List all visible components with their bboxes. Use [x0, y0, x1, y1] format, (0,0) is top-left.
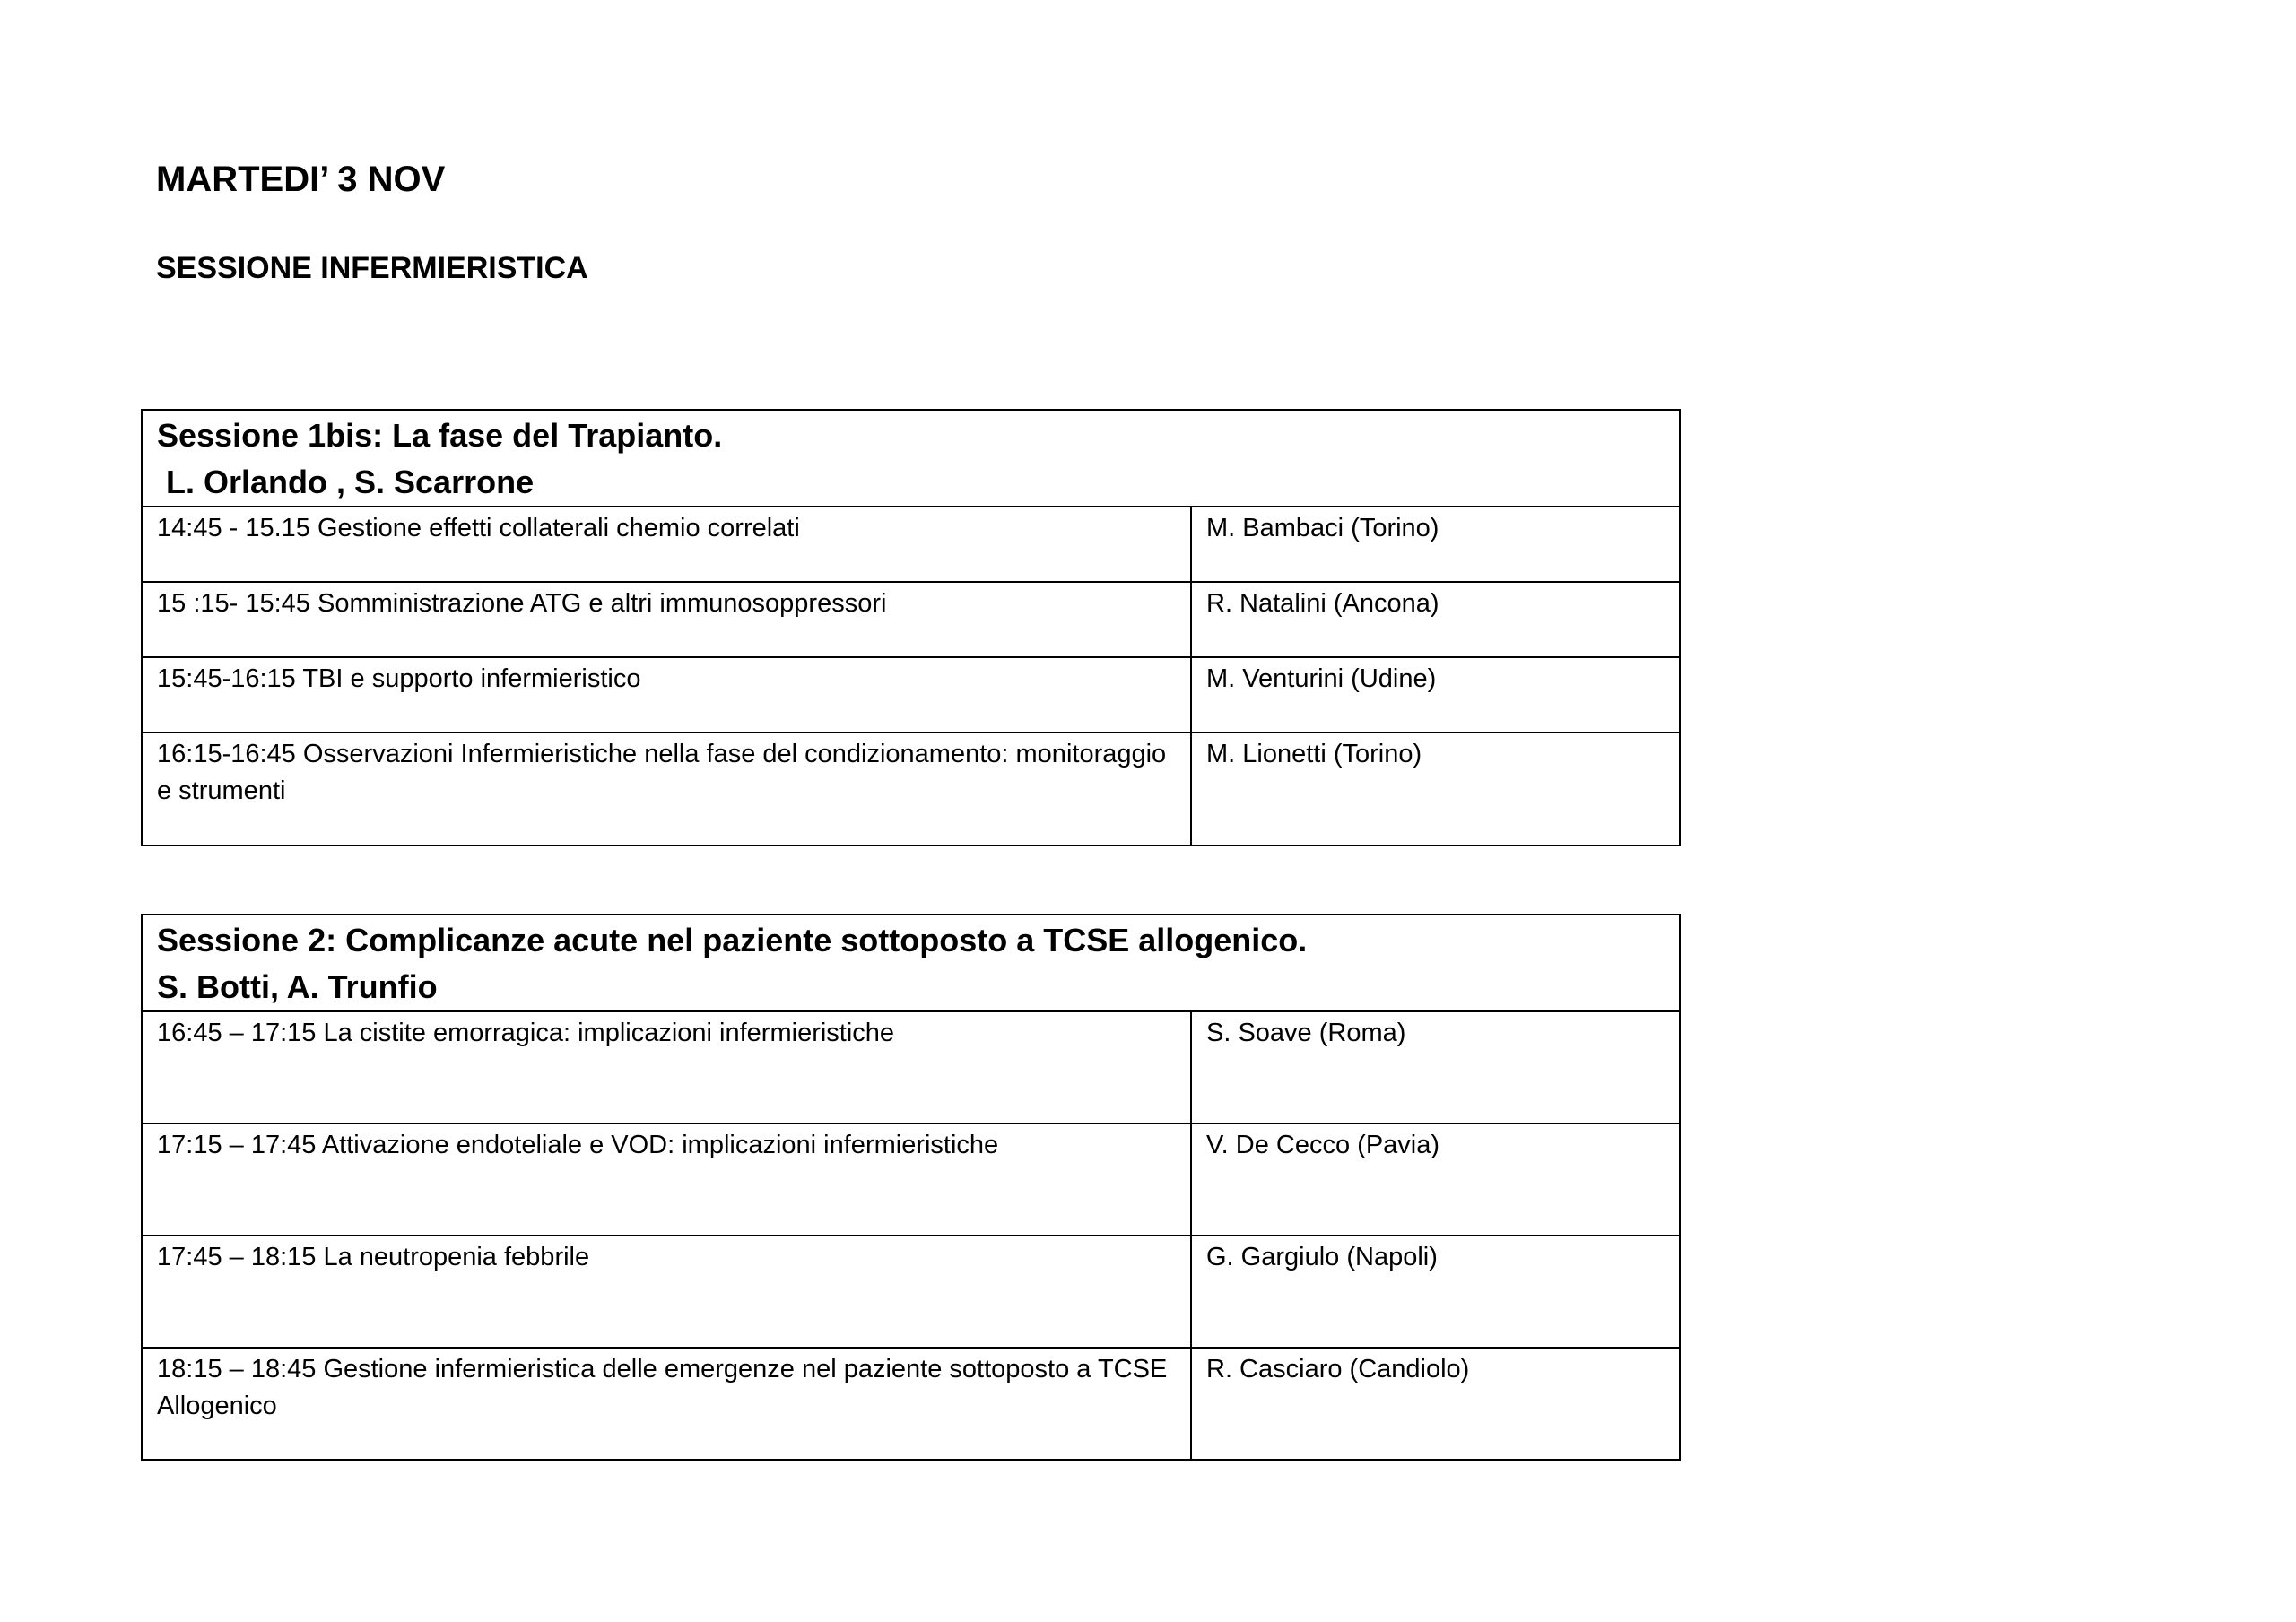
day-title: MARTEDI’ 3 NOV — [156, 160, 446, 199]
talk-speaker: R. Casciaro (Candiolo) — [1191, 1348, 1680, 1460]
talk-speaker: M. Venturini (Udine) — [1191, 657, 1680, 733]
session-header — [142, 915, 1680, 1011]
talk-topic: 15 :15- 15:45 Somministrazione ATG e altri immunosoppressori — [142, 582, 1191, 657]
talk-topic: 17:45 – 18:15 La neutropenia febbrile — [142, 1236, 1191, 1348]
table-row — [142, 657, 1680, 733]
talk-speaker: M. Lionetti (Torino) — [1191, 733, 1680, 846]
table-row — [142, 507, 1680, 582]
table-row — [142, 1348, 1680, 1460]
table-row — [142, 1236, 1680, 1348]
session-chairs: L. Orlando , S. Scarrone — [166, 464, 535, 500]
session-title: Sessione 1bis: La fase del Trapianto. — [157, 417, 723, 454]
talk-topic: 16:45 – 17:15 La cistite emorragica: implicazioni infermieristiche — [142, 1011, 1191, 1123]
table-row — [142, 582, 1680, 657]
talk-topic: 14:45 - 15.15 Gestione effetti collaterali chemio correlati — [142, 507, 1191, 582]
session-chairs: S. Botti, A. Trunfio — [157, 968, 438, 1005]
talk-speaker: M. Bambaci (Torino) — [1191, 507, 1680, 582]
session-header-row — [142, 915, 1680, 1011]
table-row — [142, 1011, 1680, 1123]
talk-speaker: R. Natalini (Ancona) — [1191, 582, 1680, 657]
talk-topic: 17:15 – 17:45 Attivazione endoteliale e VOD: implicazioni infermieristiche — [142, 1123, 1191, 1236]
session-table-2 — [141, 914, 1681, 1461]
talk-topic: 15:45-16:15 TBI e supporto infermieristico — [142, 657, 1191, 733]
talk-topic: 16:15-16:45 Osservazioni Infermieristiche nella fase del condizionamento: monitoraggio e strumenti — [142, 733, 1191, 846]
talk-speaker: S. Soave (Roma) — [1191, 1011, 1680, 1123]
talk-speaker: G. Gargiulo (Napoli) — [1191, 1236, 1680, 1348]
session-header-row — [142, 410, 1680, 507]
session-header — [142, 410, 1680, 507]
session-title: Sessione 2: Complicanze acute nel paziente sottoposto a TCSE allogenico. — [157, 922, 1308, 958]
table-row — [142, 733, 1680, 846]
session-table-1bis — [141, 409, 1681, 846]
table-row — [142, 1123, 1680, 1236]
talk-topic: 18:15 – 18:45 Gestione infermieristica delle emergenze nel paziente sottoposto a TCSE Allogenico — [142, 1348, 1191, 1460]
section-title: SESSIONE INFERMIERISTICA — [156, 251, 588, 285]
talk-speaker: V. De Cecco (Pavia) — [1191, 1123, 1680, 1236]
